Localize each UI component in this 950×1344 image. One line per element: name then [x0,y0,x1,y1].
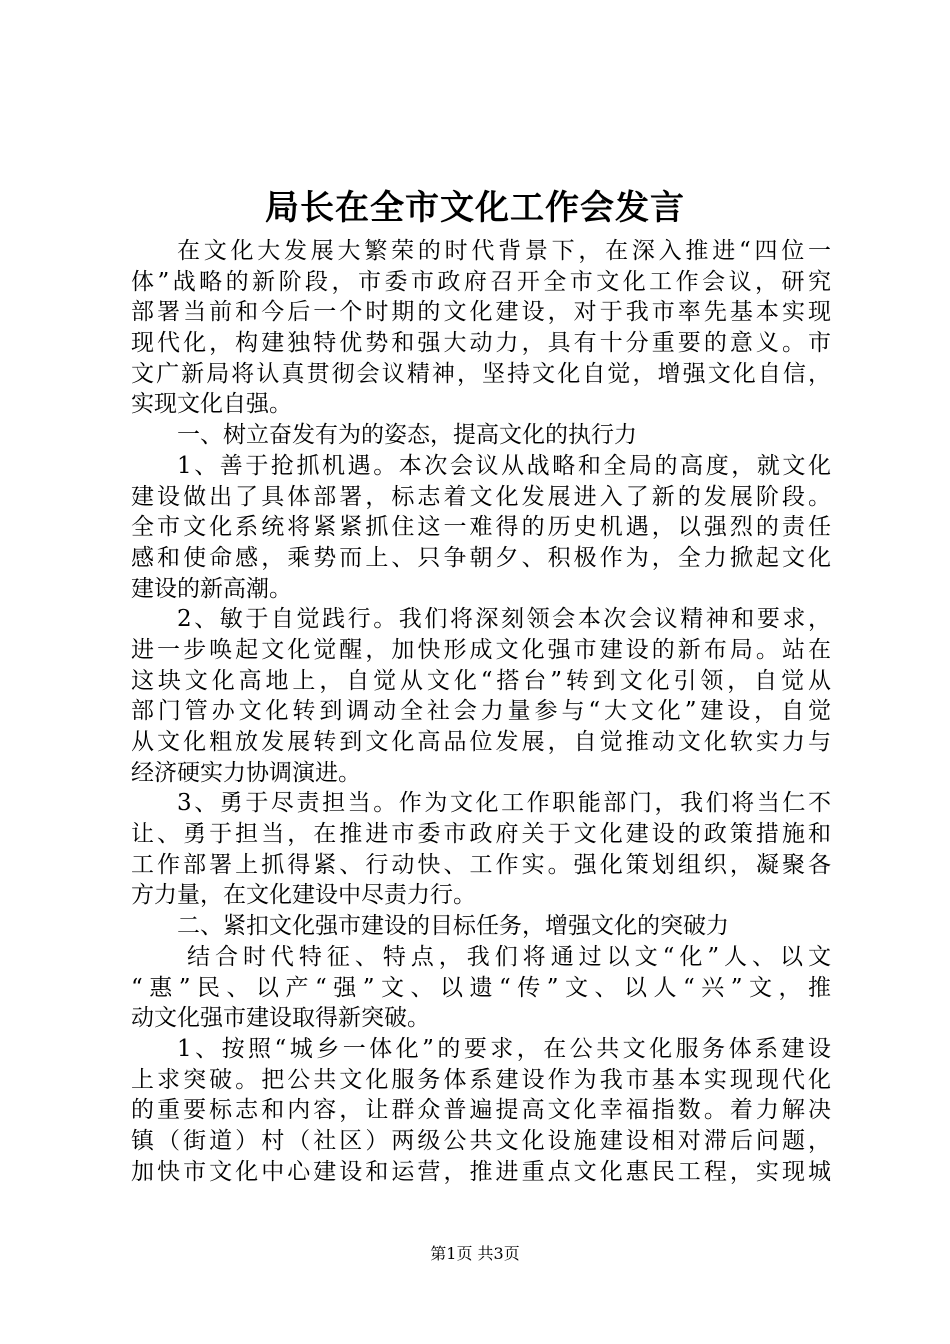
paragraph-line: 现代化，构建独特优势和强大动力，具有十分重要的意义。市 [131,330,831,357]
paragraph-line: 的重要标志和内容，让群众普遍提高文化幸福指数。着力解决 [131,1097,831,1124]
paragraph-line: 上求突破。把公共文化服务体系建设作为我市基本实现现代化 [131,1066,831,1093]
paragraph-line: 加快市文化中心建设和运营，推进重点文化惠民工程，实现城 [131,1158,831,1185]
paragraph-line: 实现文化自强。 [131,391,292,418]
paragraph-line: 结合时代特征、特点，我们将通过以文“化”人、以文 [187,943,831,970]
section-heading: 一、树立奋发有为的姿态，提高文化的执行力 [177,422,637,449]
paragraph-line: 文广新局将认真贯彻会议精神，坚持文化自觉，增强文化自信， [131,360,831,387]
paragraph-line: 这块文化高地上，自觉从文化“搭台”转到文化引领，自觉从 [131,667,831,694]
paragraph-line: 建设的新高潮。 [131,575,292,602]
paragraph-line: 1、善于抢抓机遇。本次会议从战略和全局的高度，就文化 [177,452,831,479]
paragraph-line: 经济硬实力协调演进。 [131,759,361,786]
paragraph-line: “惠”民、以产“强”文、以遗“传”文、以人“兴”文，推 [131,974,831,1001]
paragraph-line: 感和使命感，乘势而上、只争朝夕、积极作为，全力掀起文化 [131,544,831,571]
page-footer: 第1页 共3页 [430,1244,520,1263]
paragraph-line: 建设做出了具体部署，标志着文化发展进入了新的发展阶段。 [131,483,831,510]
paragraph-line: 2、敏于自觉践行。我们将深刻领会本次会议精神和要求， [177,606,831,633]
paragraph-line: 在文化大发展大繁荣的时代背景下，在深入推进“四位一 [177,238,831,264]
paragraph-line: 1、按照“城乡一体化”的要求，在公共文化服务体系建设 [177,1035,831,1062]
paragraph-line: 部署当前和今后一个时期的文化建设，对于我市率先基本实现 [131,299,831,326]
section-heading: 二、紧扣文化强市建设的目标任务，增强文化的突破力 [177,913,729,940]
paragraph-line: 体”战略的新阶段，市委市政府召开全市文化工作会议，研究 [131,268,831,295]
document-title: 局长在全市文化工作会发言 [265,188,685,228]
paragraph-line: 3、勇于尽责担当。作为文化工作职能部门，我们将当仁不 [177,790,831,817]
paragraph-line: 方力量，在文化建设中尽责力行。 [131,882,476,909]
paragraph-line: 让、勇于担当，在推进市委市政府关于文化建设的政策措施和 [131,821,831,848]
paragraph-line: 动文化强市建设取得新突破。 [131,1005,430,1032]
document-body [131,236,831,1187]
paragraph-line: 进一步唤起文化觉醒，加快形成文化强市建设的新布局。站在 [131,636,831,663]
paragraph-line: 从文化粗放发展转到文化高品位发展，自觉推动文化软实力与 [131,729,831,755]
paragraph-line: 全市文化系统将紧紧抓住这一难得的历史机遇，以强烈的责任 [131,514,831,541]
paragraph-line: 工作部署上抓得紧、行动快、工作实。强化策划组织，凝聚各 [131,851,831,878]
paragraph-line: 镇（街道）村（社区）两级公共文化设施建设相对滞后问题， [131,1127,831,1154]
paragraph-line: 部门管办文化转到调动全社会力量参与“大文化”建设，自觉 [131,698,831,725]
